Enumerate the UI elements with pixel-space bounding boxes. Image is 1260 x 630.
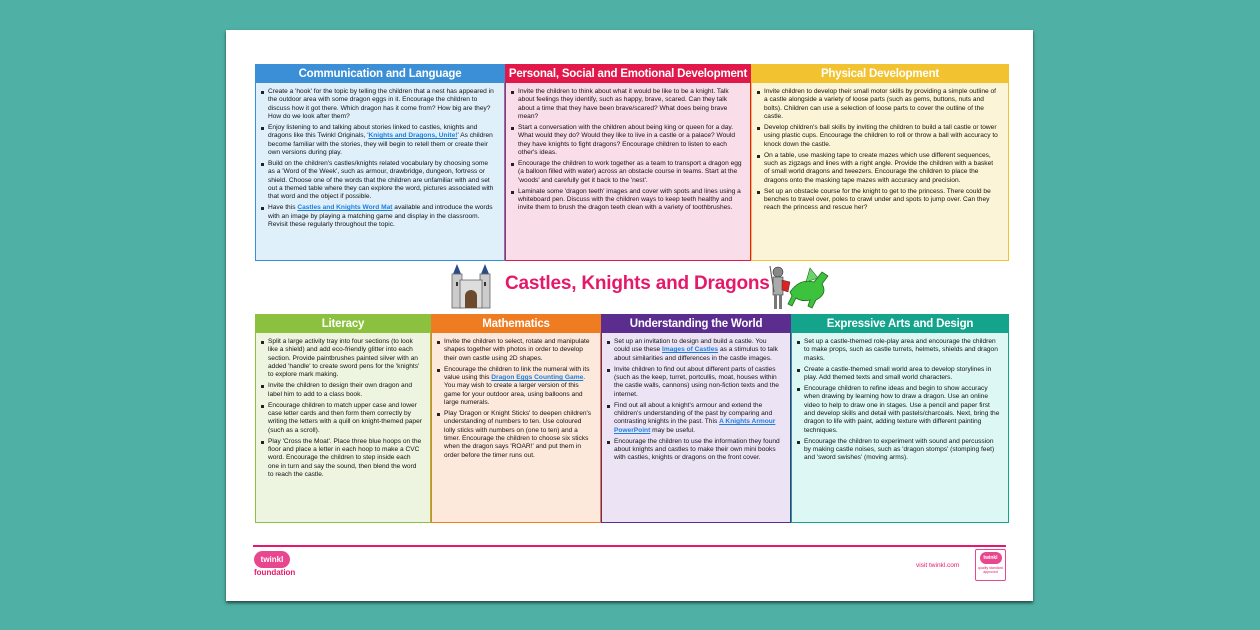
activity-item [444, 338, 592, 363]
activity-text: On a table, use masking tape to create mazes which use different sequences, such as zigzags and lines with a right angle. Provide the children with a basket of small world dragons and tweezers. Encourage the children to place the dragons onto the masking tape mazes with accuracy and precision. [764, 151, 994, 184]
activity-text: Play 'Dragon or Knight Sticks' to deepen children's understanding of numbers to ten. Use coloured lolly sticks with numbers on (one to ten) and a timer. Encourage the children to choose six sticks when the dragon says 'ROAR!' and put them in order before the timer runs out. [444, 409, 592, 459]
activity-list [432, 333, 600, 460]
activity-item [614, 438, 782, 463]
activity-text: Encourage children to match upper case and lower case letter cards and then form them correctly by writing the letters with a quill on knight-themed paper (such as a scroll). [268, 401, 422, 434]
activity-item [268, 88, 496, 121]
panel-heading: Communication and Language [256, 65, 504, 83]
activity-text: Encourage the children to use the information they found about knights and castles to make their own mini books with castles, knights or dragons on the front cover. [614, 437, 780, 462]
resource-link[interactable]: Castles and Knights Word Mat [297, 204, 393, 212]
activity-item [268, 338, 422, 380]
activity-item [804, 438, 1000, 463]
activity-text: Encourage the children to experiment with sound and percussion by making castle noises, such as 'dragon stomps' (stomping feet) and 'sword swishes' (moving arms). [804, 437, 995, 462]
castle-icon [449, 262, 493, 310]
activity-item [518, 124, 742, 157]
activity-text: may be useful. [650, 426, 695, 434]
activity-item [804, 338, 1000, 363]
panel-literacy [255, 314, 431, 523]
activity-item [518, 88, 742, 121]
knight-and-dragon-icon [766, 262, 838, 312]
activity-item [804, 385, 1000, 435]
visit-twinkl-link[interactable]: visit twinkl.com [916, 562, 960, 569]
activity-item [268, 438, 422, 480]
panel-personal-social-emotional [505, 64, 751, 261]
activity-item [614, 366, 782, 399]
activity-item [764, 152, 1000, 185]
resource-link[interactable]: Knights and Dragons, Unite! [368, 132, 458, 140]
activity-text: available and introduce the words with an image by playing a matching game and display in the classroom. Revisit these regularly throughout the topic. [268, 204, 493, 228]
activity-text: Create a 'hook' for the topic by telling the children that a nest has appeared in the outdoor area with some dragon eggs in it. Encourage the children to discuss how it got there. Which dragon has it come from? How big are they? How do we look after them? [268, 88, 494, 121]
activity-item [444, 366, 592, 408]
panel-understanding-world [601, 314, 791, 523]
activity-list [792, 333, 1008, 463]
panel-heading: Expressive Arts and Design [792, 315, 1008, 333]
twinkl-foundation-logo: twinkl foundation [254, 551, 302, 583]
activity-item [268, 402, 422, 435]
activity-text: Have this [268, 204, 298, 212]
activity-text: Set up an obstacle course for the knight to get to the princess. There could be benches to travel over, poles to crawl under and spots to jump over. Can they reach the princess and rescue her? [764, 187, 991, 212]
activity-item [764, 188, 1000, 213]
activity-list [752, 83, 1008, 213]
activity-text: as a stimulus to talk about similarities and differences in the castle images. [614, 346, 778, 362]
activity-list [256, 83, 504, 229]
activity-text: Invite children to find out about different parts of castles (such as the keep, turret, portcullis, moat, houses within the castle walls, cannons) using non-fiction texts and the internet. [614, 365, 779, 398]
activity-text: Encourage the children to work together as a team to transport a dragon egg (a balloon filled with water) across an obstacle course in teams. Start at the 'woods' and carefully get it back to the 'nest'. [518, 159, 742, 184]
activity-text: Start a conversation with the children about being king or queen for a day. What would they do? Would they like to live in a castle or a palace? Would they have knights to fight dragons? Encourage children to listen to each other's ideas. [518, 123, 736, 156]
panel-heading: Mathematics [432, 315, 600, 333]
activity-text: Laminate some 'dragon teeth' images and cover with spots and lines using a whiteboard pen. Discuss with the children ways to keep teeth healthy and invite them to brush the dragon teeth clean with a variety of toothbrushes. [518, 187, 741, 212]
resource-link[interactable]: Images of Castles [662, 346, 719, 354]
activity-text: Encourage children to refine ideas and begin to show accuracy when drawing by learning how to draw a dragon. Use an online video to help to draw one in stages. Use a pencil and paper first and develop skills and detail with pastels/charcoals. Next, bring the dragon to life with paint, adding texture with different painting techniques. [804, 384, 1000, 434]
activity-item [804, 366, 1000, 383]
activity-item [614, 402, 782, 435]
activity-item [518, 160, 742, 185]
panel-physical-development [751, 64, 1009, 261]
activity-text: Play 'Cross the Moat'. Place three blue hoops on the floor and place a letter in each hoop to make a CVC word. Encourage the children to step inside each one in turn and say the sound, then blend the word to reach the castle. [268, 437, 422, 478]
activity-text: Invite the children to select, rotate and manipulate shapes together with photos in order to develop their own castle using 2D shapes. [444, 338, 590, 362]
activity-item [268, 160, 496, 202]
activity-list [256, 333, 430, 479]
panel-heading: Personal, Social and Emotional Development [506, 65, 750, 83]
activity-text: Build on the children's castles/knights related vocabulary by choosing some as a 'Word of the Week', such as armour, drawbridge, dungeon, fortress or shield. Choose one of the words that the children are unfamiliar with and set out a themed table where they can explore the word, pictures associated with that word and the object if possible. [268, 159, 494, 201]
activity-text: Encourage the children to link the numeral with its value using this [444, 365, 590, 381]
activity-text: Find out all about a knight's armour and extend the children's understanding of the past by comparing and contrasting knights in the past. This [614, 401, 773, 426]
activity-list [506, 83, 750, 213]
activity-item [518, 188, 742, 213]
activity-text: Enjoy listening to and talking about stories linked to castles, knights and dragons like this Twinkl Originals, ' [268, 123, 478, 140]
activity-item [268, 204, 496, 229]
activity-text: Create a castle-themed small world area to develop storylines in play. Add themed texts and small world characters. [804, 365, 992, 381]
activity-item [268, 124, 496, 157]
panel-heading: Literacy [256, 315, 430, 333]
activity-text: Invite children to develop their small motor skills by providing a simple outline of a castle alongside a variety of loose parts (such as gems, buttons, nuts and bolts). Children can use a selection of loose parts to cover the outline of the castle. [764, 88, 996, 121]
activity-text: Invite the children to think about what it would be like to be a knight. Talk about feelings they identify, such as happy, brave, scared. Can they talk about a time that they have been brave/scared? What does being brave mean? [518, 88, 729, 121]
activity-text: . You may wish to create a larger version of this game for your outdoor area, using balloons and large numerals. [444, 373, 586, 406]
panel-heading: Understanding the World [602, 315, 790, 333]
footer-divider [253, 545, 1006, 547]
panel-expressive-arts [791, 314, 1009, 523]
activity-list [602, 333, 790, 463]
activity-text: Develop children's ball skills by inviting the children to build a tall castle or tower using plastic cups. Encourage the children to roll or throw a ball with accuracy to knock down the castle. [764, 123, 998, 148]
panel-mathematics [431, 314, 601, 523]
resource-link[interactable]: A Knights Armour PowerPoint [614, 418, 776, 434]
activity-text: Set up a castle-themed role-play area and encourage the children to make props, such as castle turrets, helmets, shields and dragon masks. [804, 338, 998, 362]
activity-item [764, 124, 1000, 149]
activity-item [614, 338, 782, 363]
quality-approved-badge: twinkl quality standard approved [975, 549, 1006, 581]
resource-link[interactable]: Dragon Eggs Counting Game [491, 373, 584, 381]
activity-text: Invite the children to design their own dragon and label him to add to a class book. [268, 382, 413, 398]
activity-item [268, 382, 422, 399]
activity-item [444, 410, 592, 460]
page-title: Castles, Knights and Dragons [505, 273, 770, 294]
panel-heading: Physical Development [752, 65, 1008, 83]
activity-text: Set up an invitation to design and build a castle. You could use these [614, 338, 767, 354]
panel-communication-language [255, 64, 505, 261]
activity-text: Split a large activity tray into four sections (to look like a shield) and add eco-friendly glitter into each section. Provide paintbrushes painted silver with an added 'handle' to create sword pens for the 'knights' to explore mark making. [268, 338, 420, 379]
activity-item [764, 88, 1000, 121]
activity-text: ' As children become familiar with the stories, they will begin to retell them or create their own versions during play. [268, 132, 493, 156]
